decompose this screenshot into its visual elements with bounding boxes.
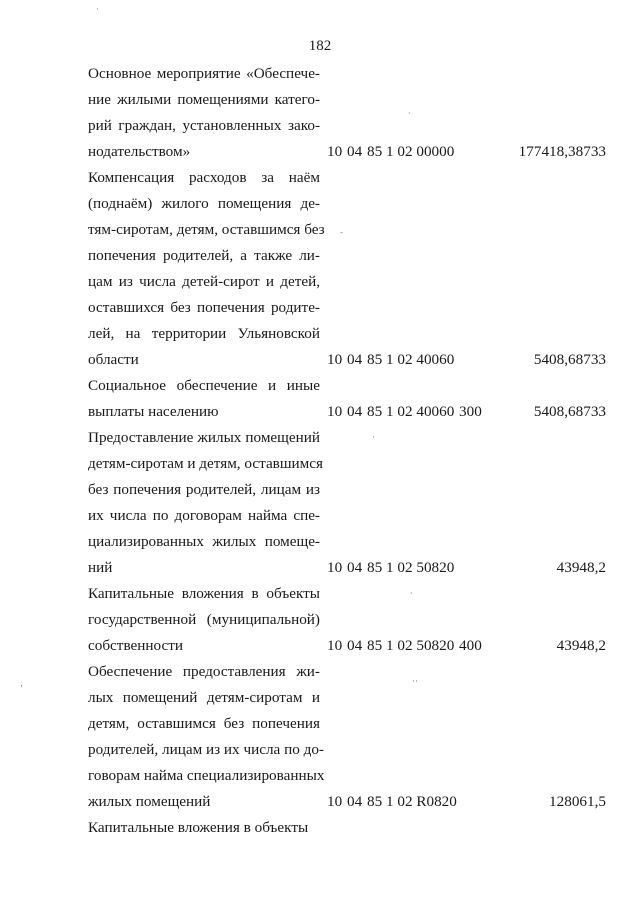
table-row: [0, 659, 640, 815]
description-line: тям-сиротам, детям, оставшимся без: [88, 221, 325, 238]
description-line: детям-сиротам и детям, оставшимся: [88, 455, 324, 472]
row-description: [88, 659, 325, 815]
description-line: Основное мероприятие «Обеспече-: [88, 65, 320, 82]
row-codes: [327, 555, 499, 581]
section-code: 10: [327, 351, 343, 368]
description-line: собственности: [88, 637, 183, 654]
section-code: 10: [327, 559, 343, 576]
section-code: 10: [327, 793, 343, 810]
page-number: 182: [308, 38, 332, 54]
row-description: [88, 61, 320, 165]
row-codes: [327, 399, 499, 425]
description-line: жилых помещений: [88, 793, 211, 810]
description-line: ние жилыми помещениями катего-: [88, 91, 320, 108]
subsection-code: 04: [347, 637, 363, 654]
scan-speck: ·: [372, 432, 375, 442]
table-row: [0, 165, 640, 373]
table-row: [0, 425, 640, 581]
row-description: [88, 373, 320, 425]
description-line: говорам найма специализированных: [88, 767, 325, 784]
description-line: (поднаём) жилого помещения де-: [88, 195, 320, 212]
expense-type-code: 300: [459, 403, 482, 420]
description-line: попечения родителей, а также ли-: [88, 247, 320, 264]
table-row: [0, 581, 640, 659]
row-amount: 128061,5: [549, 793, 606, 810]
section-code: 10: [327, 637, 343, 654]
expense-type-code: 400: [459, 637, 482, 654]
row-codes: [327, 633, 499, 659]
target-article-code: 85 1 02 40060: [367, 403, 455, 420]
description-line: лей, на территории Ульяновской: [88, 325, 320, 342]
description-line: нодательством»: [88, 143, 191, 160]
description-line: цам из числа детей-сирот и детей,: [88, 273, 320, 290]
section-code: 10: [327, 403, 343, 420]
target-article-code: 85 1 02 50820: [367, 637, 455, 654]
description-line: Обеспечение предоставления жи-: [88, 663, 320, 680]
description-line: без попечения родителей, лицам из: [88, 481, 320, 498]
subsection-code: 04: [347, 793, 363, 810]
target-article-code: 85 1 02 40060: [367, 351, 455, 368]
scan-speck: ˎ: [410, 584, 413, 594]
description-line: государственной (муниципальной): [88, 611, 320, 628]
table-row: [0, 61, 640, 165]
description-line: циализированных жилых помеще-: [88, 533, 320, 550]
row-amount: 43948,2: [556, 637, 606, 654]
section-code: 10: [327, 143, 343, 160]
target-article-code: 85 1 02 00000: [367, 143, 455, 160]
description-line: оставшихся без попечения родите-: [88, 299, 320, 316]
description-line: выплаты населению: [88, 403, 219, 420]
description-line: Капитальные вложения в объекты: [88, 819, 309, 836]
description-line: рий граждан, установленных зако-: [88, 117, 320, 134]
row-amount: 5408,68733: [533, 403, 606, 420]
scan-speck: ··: [412, 676, 418, 686]
row-codes: [327, 139, 499, 165]
description-line: Предоставление жилых помещений: [88, 429, 320, 446]
row-amount: 43948,2: [556, 559, 606, 576]
scan-speck: ‚: [20, 678, 23, 688]
scan-speck: ˎ: [408, 104, 411, 114]
description-line: лых помещений детям-сиротам и: [88, 689, 320, 706]
scan-speck: ˍ: [340, 224, 343, 234]
scan-speck: ·: [96, 4, 99, 14]
description-line: ний: [88, 559, 113, 576]
description-line: области: [88, 351, 139, 368]
target-article-code: 85 1 02 50820: [367, 559, 455, 576]
table-row: [0, 373, 640, 425]
row-description: [88, 581, 320, 659]
row-amount: 5408,68733: [533, 351, 606, 368]
row-amount: 177418,38733: [518, 143, 606, 160]
description-line: детям, оставшимся без попечения: [88, 715, 320, 732]
description-line: Капитальные вложения в объекты: [88, 585, 320, 602]
row-description: [88, 425, 324, 581]
subsection-code: 04: [347, 143, 363, 160]
row-description: [88, 165, 325, 373]
subsection-code: 04: [347, 403, 363, 420]
description-line: родителей, лицам из их числа по до-: [88, 741, 324, 758]
row-description: [88, 815, 320, 841]
row-codes: [327, 789, 499, 815]
description-line: Компенсация расходов за наём: [88, 169, 320, 186]
description-line: Социальное обеспечение и иные: [88, 377, 320, 394]
subsection-code: 04: [347, 559, 363, 576]
description-line: их числа по договорам найма спе-: [88, 507, 320, 524]
subsection-code: 04: [347, 351, 363, 368]
row-codes: [327, 347, 499, 373]
table-row: [0, 815, 640, 841]
target-article-code: 85 1 02 R0820: [367, 793, 457, 810]
